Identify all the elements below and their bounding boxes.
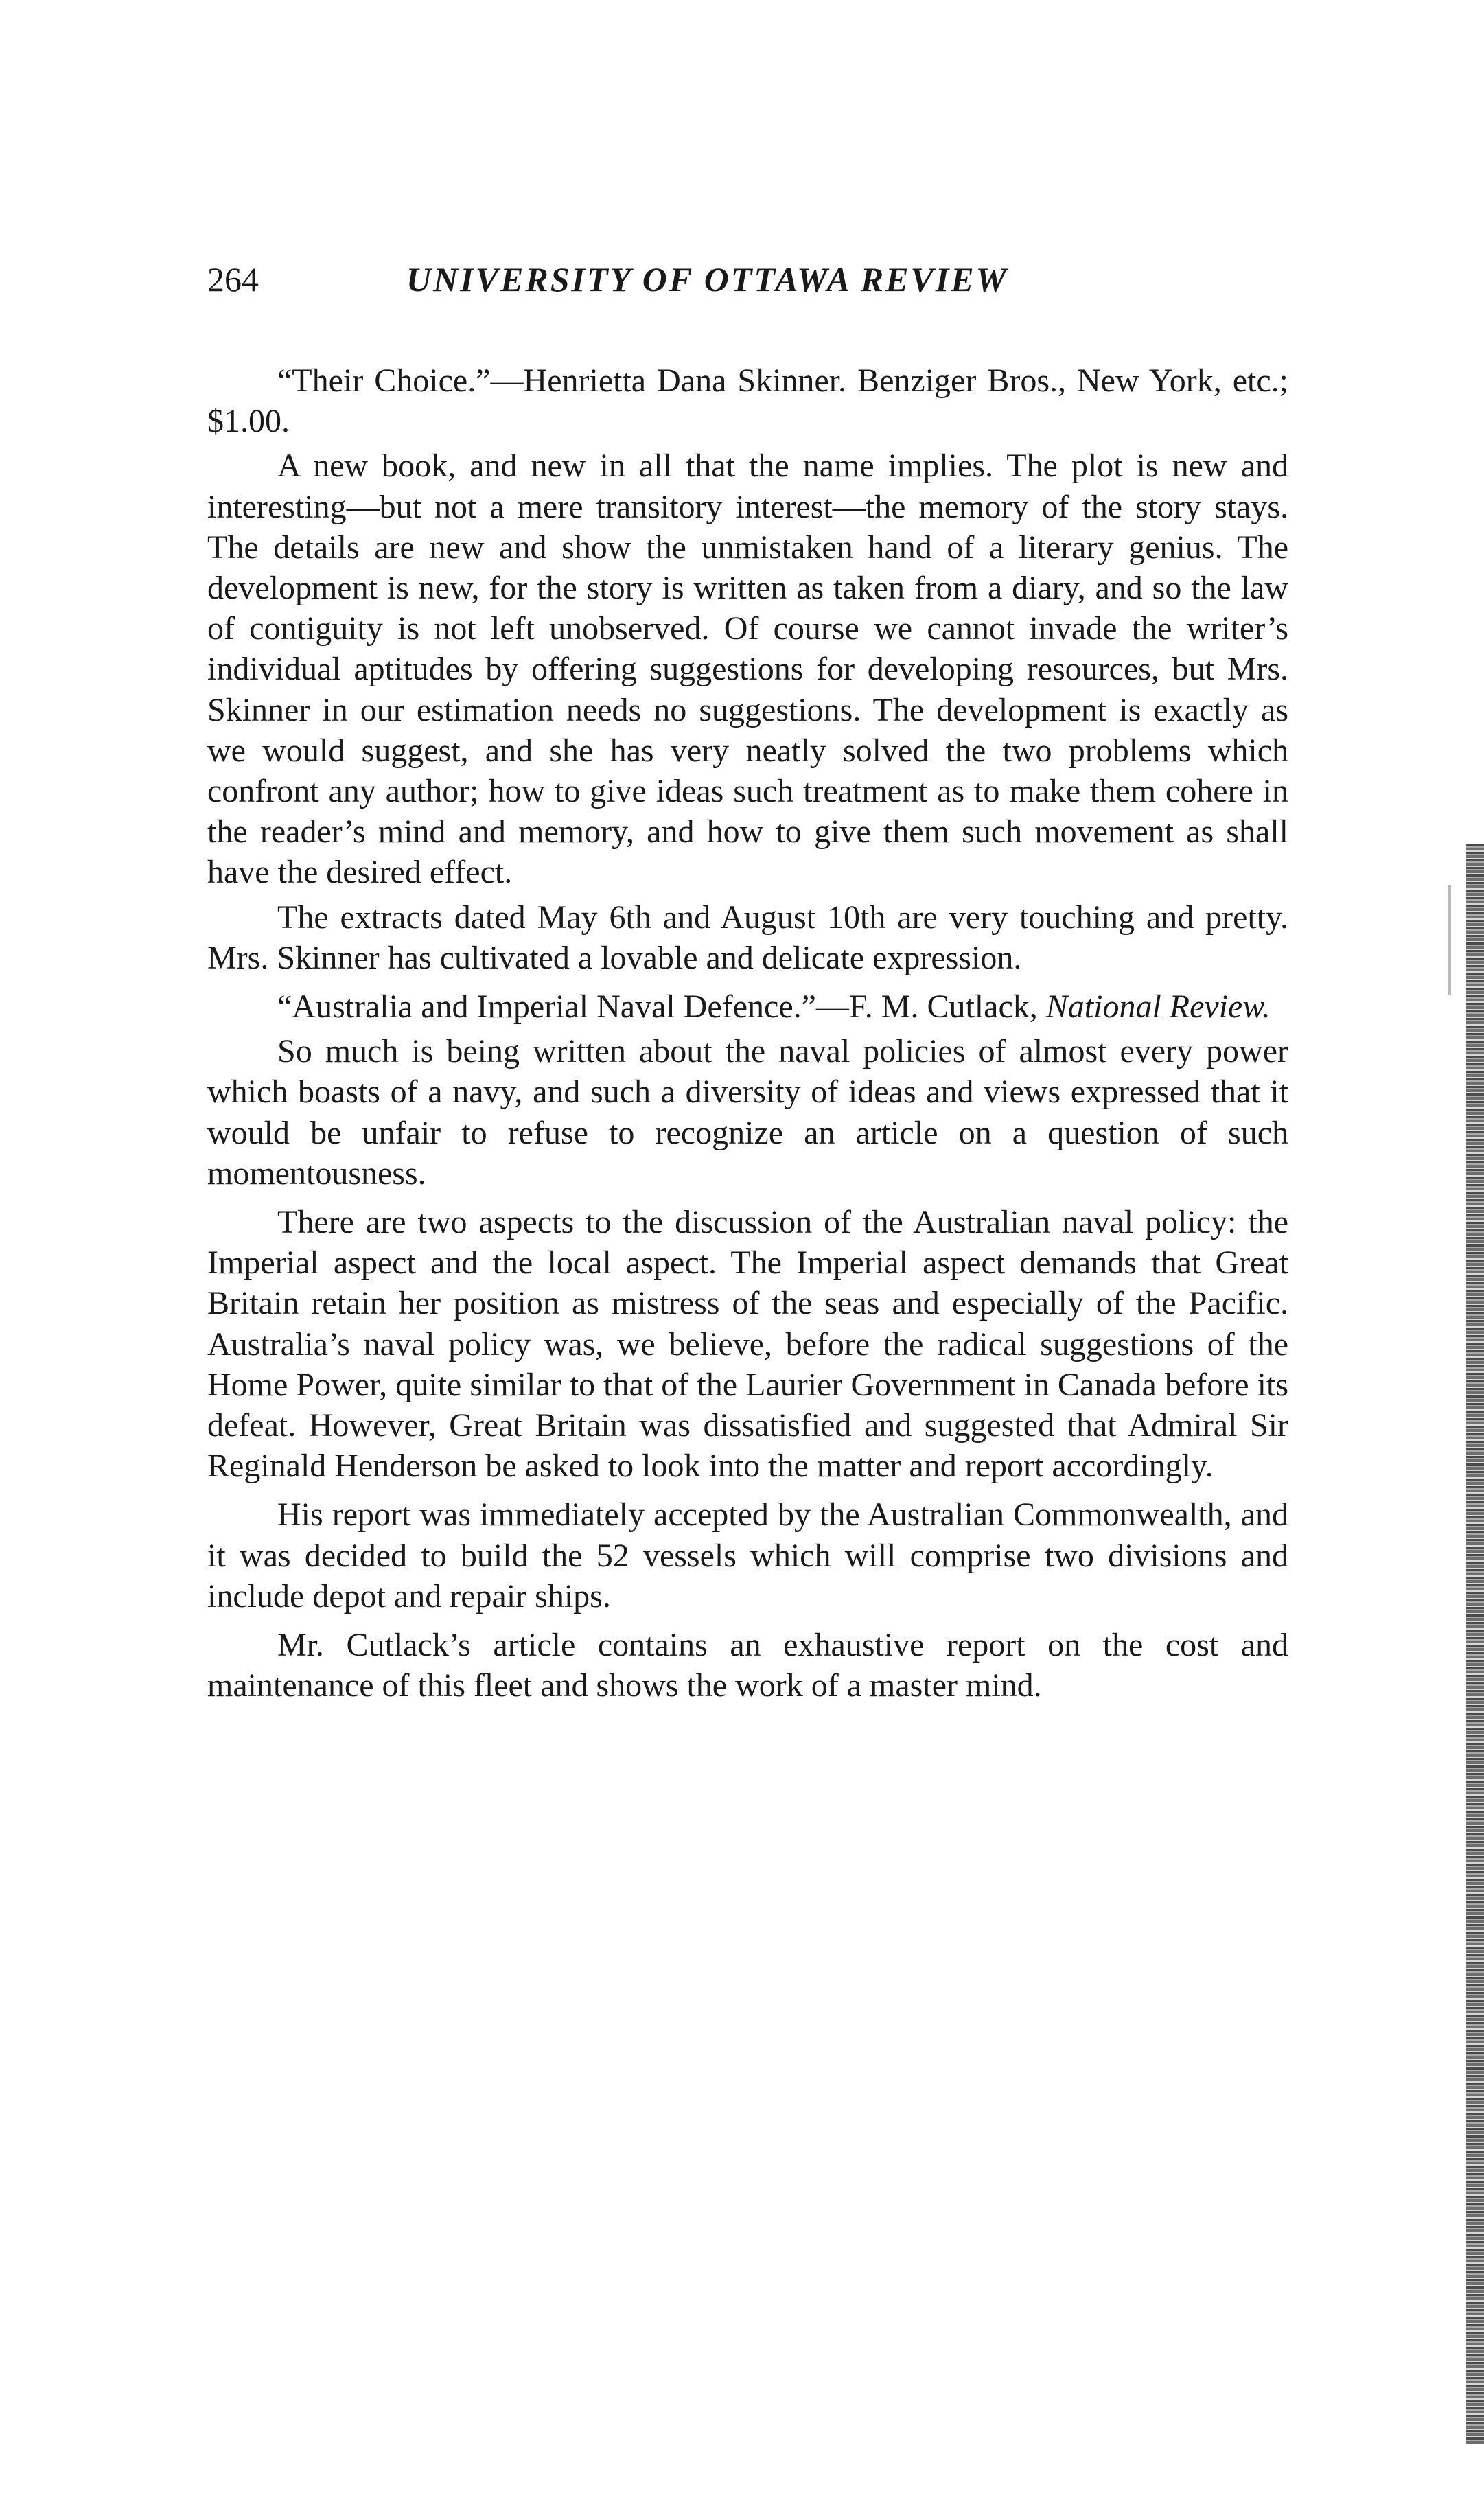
page-number: 264 [207, 260, 259, 299]
review-citation-paragraph: “Their Choice.”—Henrietta Dana Skinner. Benziger Bros., New York, etc.; $1.00. [207, 362, 1288, 440]
scan-artifact-line [1448, 885, 1451, 995]
publication-name: National Review. [1045, 988, 1271, 1026]
naval-report-paragraph: His report was immediately accepted by the Australian Commonwealth, and it was decided to build the 52 vessels which will comprise two divisions and include depot and repair ships. [207, 1496, 1288, 1614]
running-head [207, 259, 1288, 308]
naval-intro-paragraph: So much is being written about the naval policies of almost every power which boasts of a navy, and such a diversity of ideas and views expressed that it would be unfair to refuse to recognize an article on a question of such momentousness. [207, 1033, 1288, 1192]
article-body [207, 360, 1288, 1715]
naval-conclusion-paragraph: Mr. Cutlack’s article contains an exhaustive report on the cost and maintenance of this fleet and shows the work of a master mind. [207, 1627, 1288, 1704]
review-extracts-paragraph: The extracts dated May 6th and August 10th are very touching and pretty. Mrs. Skinner has cultivated a lovable and delicate expression. [207, 899, 1288, 976]
article-citation-paragraph [207, 986, 1288, 1027]
scan-edge-artifact [1466, 844, 1484, 2444]
review-body-paragraph: A new book, and new in all that the name implies. The plot is new and interesting—but not a mere transitory interest—the memory of the story stays. The details are new and show the unmistaken hand of a literary genius. The development is new, for the story is written as taken from a diary, and so the law of contiguity is not left unobserved. Of course we cannot invade the writer’s individual aptitudes by offering suggestions for developing resources, but Mrs. Skinner in our estimation needs no suggestions. The development is exactly as we would suggest, and she has very neatly solved the two problems which confront any author; how to give ideas such treatment as to make them cohere in the reader’s mind and memory, and how to give them such movement as shall have the desired effect. [207, 448, 1288, 891]
article-citation-text: “Australia and Imperial Naval Defence.”—F. M. Cutlack, [277, 988, 1038, 1026]
naval-aspects-paragraph: There are two aspects to the discussion of the Australian naval policy: the Imperial aspect and the local aspect. The Imperial aspect demands that Great Britain retain her position as mistress of the seas and especially of the Pacific. Australia’s naval policy was, we believe, before the radical suggestions of the Home Power, quite similar to that of the Laurier Government in Canada before its defeat. However, Great Britain was dissatisfied and suggested that Admiral Sir Reginald Henderson be asked to look into the matter and report accordingly. [207, 1204, 1288, 1485]
journal-title: UNIVERSITY OF OTTAWA REVIEW [406, 260, 1009, 299]
